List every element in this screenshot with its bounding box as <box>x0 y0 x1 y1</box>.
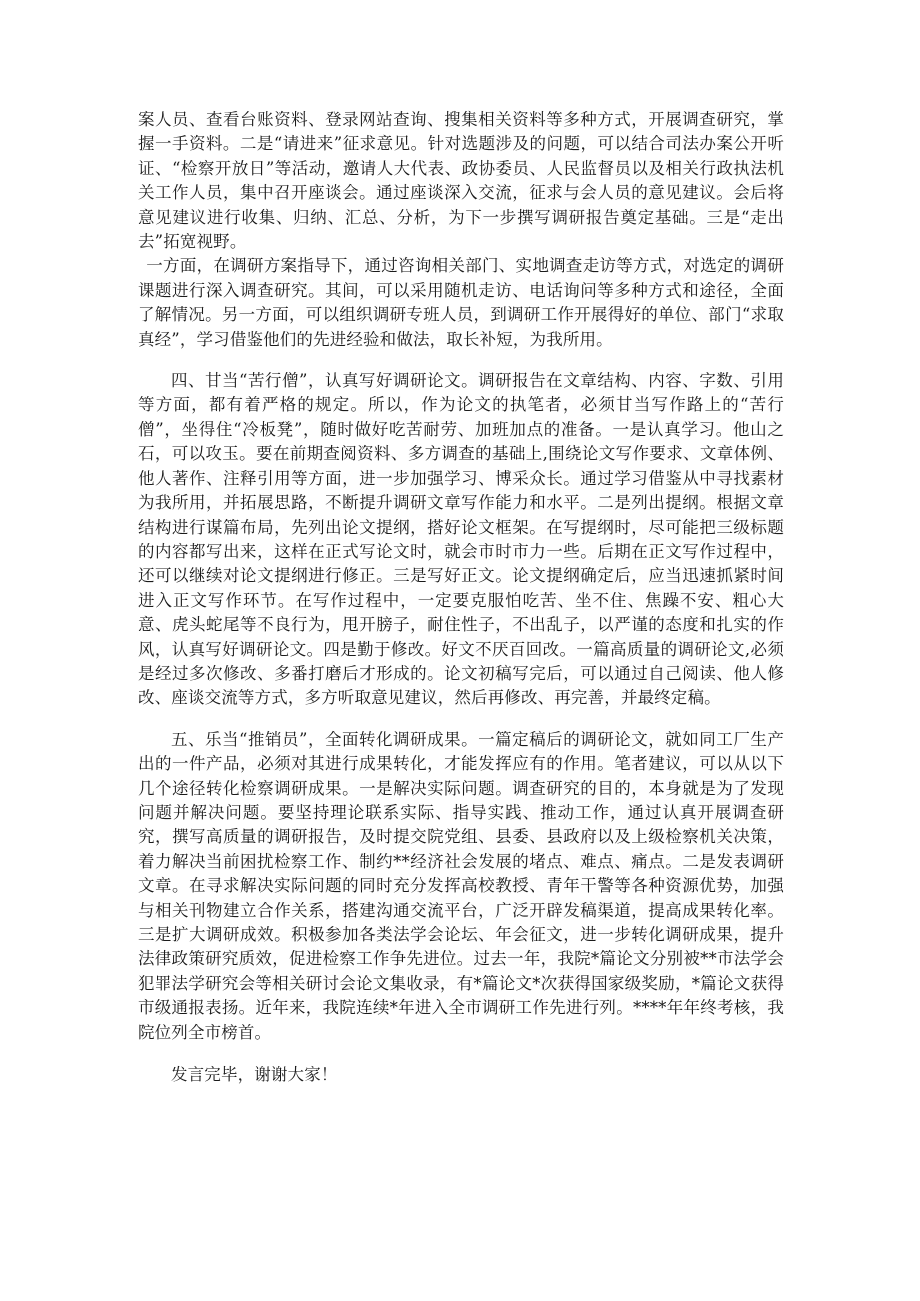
paragraph-section-four: 四、甘当“苦行僧”，认真写好调研论文。调研报告在文章结构、内容、字数、引用等方面，都有着严格的规定。所以，作为论文的执笔者，必须甘当写作路上的“苦行僧”，坐得住“冷板凳”，随时做好吃苦耐劳、加班加点的准备。一是认真学习。他山之石，可以攻玉。要在前期查阅资料、多方调查的基础上,围绕论文写作要求、文章体例、他人著作、注释引用等方面，进一步加强学习、博采众长。通过学习借鉴从中寻找素材为我所用，并拓展思路，不断提升调研文章写作能力和水平。二是列出提纲。根据文章结构进行谋篇布局，先列出论文提纲，搭好论文框架。在写提纲时，尽可能把三级标题的内容都写出来，这样在正式写论文时，就会市时市力一些。后期在正文写作过程中，还可以继续对论文提纲进行修正。三是写好正文。论文提纲确定后，应当迅速抓紧时间进入正文写作环节。在写作过程中，一定要克服怕吃苦、坐不住、焦躁不安、粗心大意、虎头蛇尾等不良行为，甩开膀子，耐住性子，不出乱子，以严谨的态度和扎实的作风，认真写好调研论文。四是勤于修改。好文不厌百回改。一篇高质量的调研论文,必须是经过多次修改、多番打磨后才形成的。论文初稿写完后，可以通过自己阅读、他人修改、座谈交流等方式，多方听取意见建议，然后再修改、再完善，并最终定稿。 <box>138 371 784 708</box>
document-page <box>138 108 784 1087</box>
paragraph-continuation: 案人员、查看台账资料、登录网站查询、搜集相关资料等多种方式，开展调查研究，掌握一手资料。二是“请进来”征求意见。针对选题涉及的问题，可以结合司法办案公开听证、“检察开放日”等活动，邀请人大代表、政协委员、人民监督员以及相关行政执法机关工作人员，集中召开座谈会。通过座谈深入交流，征求与会人员的意见建议。会后将意见建议进行收集、归纳、汇总、分析，为下一步撰写调研报告奠定基础。三是“走出去”拓宽视野。 <box>138 110 784 252</box>
paragraph-section-five: 五、乐当“推销员”，全面转化调研成果。一篇定稿后的调研论文，就如同工厂生产出的一件产品，必须对其进行成果转化，才能发挥应有的作用。笔者建议，可以从以下几个途径转化检察调研成果。一是解决实际问题。调查研究的目的，本身就是为了发现问题并解决问题。要坚持理论联系实际、指导实践、推动工作，通过认真开展调查研究，撰写高质量的调研报告，及时提交院党组、县委、县政府以及上级检察机关决策，着力解决当前困扰检察工作、制约**经济社会发展的堵点、难点、痛点。二是发表调研文章。在寻求解决实际问题的同时充分发挥高校教授、青年干警等各种资源优势，加强与相关刊物建立合作关系，搭建沟通交流平台，广泛开辟发稿渠道，提高成果转化率。三是扩大调研成效。积极参加各类法学会论坛、年会征文，进一步转化调研成果，提升法律政策研究质效，促进检察工作争先进位。过去一年，我院*篇论文分别被**市法学会犯罪法学研究会等相关研讨会论文集收录，有*篇论文*次获得国家级奖励，*篇论文获得市级通报表扬。近年来，我院连续*年进入全市调研工作先进行列。****年年终考核，我院位列全市榜首。 <box>138 729 784 1042</box>
paragraph-one-side: 一方面，在调研方案指导下，通过咨询相关部门、实地调查走访等方式，对选定的调研课题进行深入调查研究。其间，可以采用随机走访、电话询问等多种方式和途径，全面了解情况。另一方面，可以组织调研专班人员，到调研工作开展得好的单位、部门“求取真经”，学习借鉴他们的先进经验和做法，取长补短，为我所用。 <box>138 256 784 349</box>
closing-remark: 发言完毕，谢谢大家！ <box>171 1065 338 1085</box>
